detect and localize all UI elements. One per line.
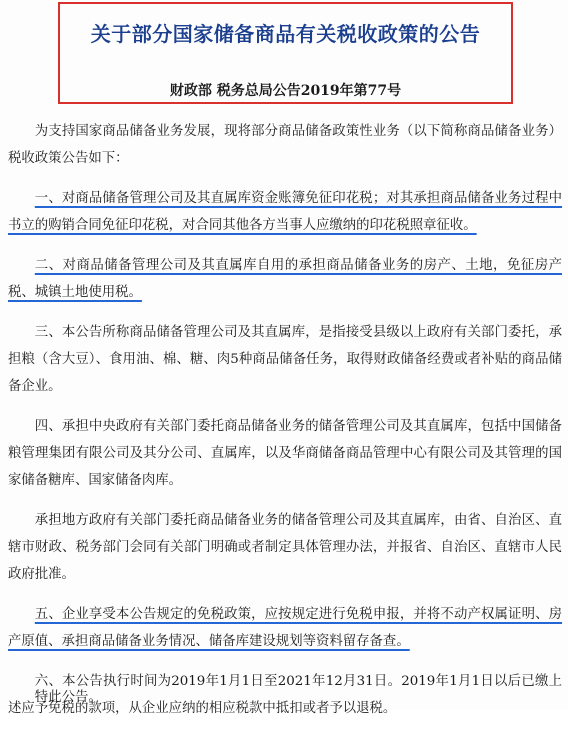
item-3-paragraph: 三、本公告所称商品储备管理公司及其直属库，是指接受县级以上政府有关部门委托，承担粮（含大豆）、食用油、棉、糖、肉5种商品储备任务，取得财政储备经费或者补贴的商品储备企业。 <box>8 325 562 394</box>
item-2-text: 二、对商品储备管理公司及其直属库自用的承担商品储备业务的房产、土地，免征房产税、城镇土地使用税。 <box>8 258 562 300</box>
item-4-paragraph: 四、承担中央政府有关部门委托商品储备业务的储备管理公司及其直属库，包括中国储备粮管理集团有限公司及其分公司、直属库，以及华商储备商品管理中心有限公司及其管理的国家储备糖库、国家储备肉库。 <box>8 419 562 488</box>
item-6-paragraph: 六、本公告执行时间为2019年1月1日至2021年12月31日。2019年1月1日以后已缴上述应予免税的款项，从企业应纳的相应税款中抵扣或者予以退税。 <box>8 674 562 716</box>
header-box <box>58 2 513 104</box>
closing-text: 特此公告。 <box>34 690 102 705</box>
item-1-text: 一、对商品储备管理公司及其直属库资金账簿免征印花税；对其承担商品储备业务过程中书立的购销合同免征印花税，对合同其他各方当事人应缴纳的印花税照章征收。 <box>8 191 562 233</box>
page-title: 关于部分国家储备商品有关税收政策的公告 <box>90 22 481 46</box>
item-5-paragraph <box>8 601 562 655</box>
item-4b-paragraph: 承担地方政府有关部门委托商品储备业务的储备管理公司及其直属库，由省、自治区、直辖市财政、税务部门会同有关部门明确或者制定具体管理办法，并报省、自治区、直辖市人民政府批准。 <box>8 513 562 582</box>
doc-number: 财政部 税务总局公告2019年第77号 <box>169 83 402 99</box>
item-1-paragraph <box>8 185 562 239</box>
item-2-paragraph <box>8 252 562 306</box>
item-5-text: 五、企业享受本公告规定的免税政策，应按规定进行免税申报，并将不动产权属证明、房产原值、承担商品储备业务情况、储备库建设规划等资料留存备查。 <box>8 607 562 649</box>
body-text <box>8 118 562 735</box>
intro-paragraph: 为支持国家商品储备业务发展，现将部分商品储备政策性业务（以下简称商品储备业务）税收政策公告如下： <box>8 124 562 166</box>
